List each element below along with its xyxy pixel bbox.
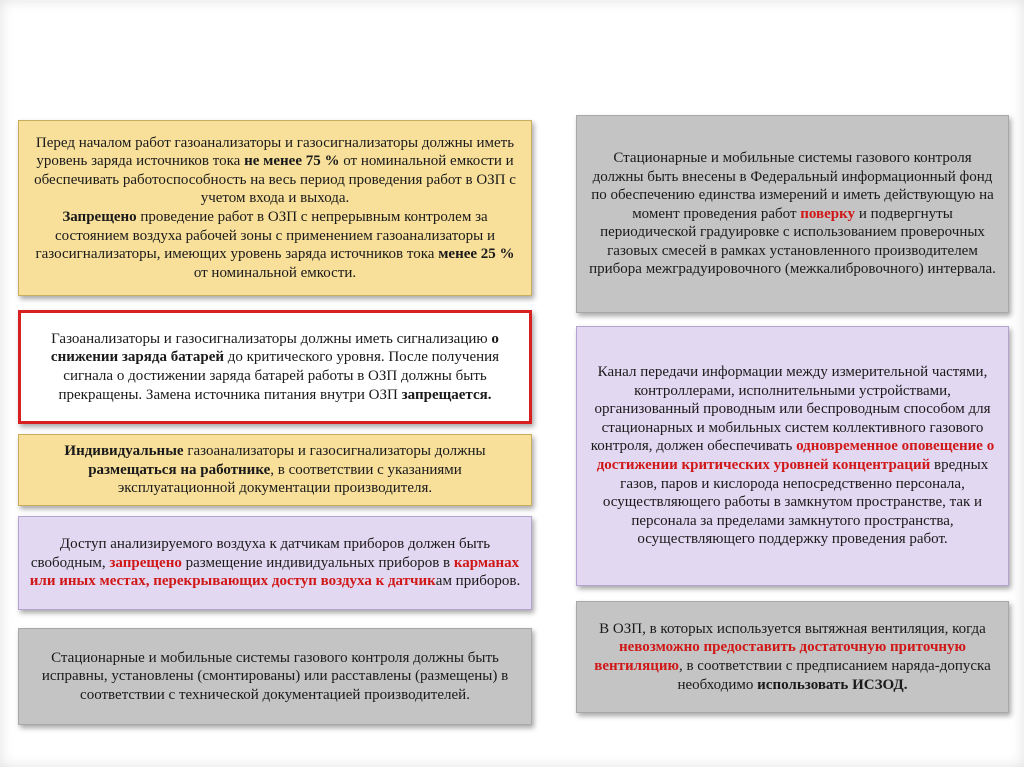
worn-on-worker: размещаться на работнике xyxy=(88,461,271,478)
low-battery-alarm-box xyxy=(18,310,532,424)
prohibited-red: запрещено xyxy=(109,554,182,571)
individual-placement-text xyxy=(29,442,521,498)
prohibited-word: запрещается. xyxy=(401,386,492,403)
text-fragment: В ОЗП, в которых используется вытяжная вентиляция, когда xyxy=(599,620,986,637)
individual-word: Индивидуальные xyxy=(64,443,184,460)
federal-fund-text xyxy=(587,149,998,279)
ventilation-warning: невозможно предоставить достаточную приточную вентиляцию xyxy=(594,639,967,674)
text-fragment: ам приборов. xyxy=(435,573,521,590)
text-fragment: проведение работ в ОЗП с непрерывным контролем за состоянием воздуха рабочей зоны с применением газоанализаторы и газосигнализаторы, имеющих уровень заряда источников тока xyxy=(35,209,495,263)
min-75-percent: не менее 75 % xyxy=(244,153,340,170)
text-fragment: и подвергнуты периодической градуировке с использованием проверочных газовых смесей в рамках установленного производителем прибора межградуировочного (межкалибровочного) интервала. xyxy=(589,205,996,278)
low-battery-alarm-text xyxy=(31,330,519,404)
pockets-warning: карманах или иных местах, перекрывающих доступ воздуха к датчик xyxy=(29,554,520,590)
data-channel-box xyxy=(576,326,1009,586)
text-fragment: , в соответствии с указаниями эксплуатационной документации производителя. xyxy=(117,461,462,497)
text-fragment: от номинальной емкости и обеспечивать работоспособность на весь период проведения работ в ОЗП с учетом входа и выхода. xyxy=(34,153,516,207)
battery-charge-text xyxy=(29,134,521,283)
text-fragment: Доступ анализируемого воздуха к датчикам приборов должен быть свободным, xyxy=(30,536,491,571)
air-access-box xyxy=(18,516,532,610)
text-fragment: Перед началом работ газоанализаторы и газосигнализаторы должны иметь уровень заряда источников тока xyxy=(35,134,515,170)
individual-placement-box xyxy=(18,434,532,506)
text-fragment: Канал передачи информации между измерительной частями, контроллерами, исполнительными устройствами, организованный проводным или беспроводным способом для стационарных и мобильных систем коллективного газового контроля, должен обеспечивать xyxy=(590,364,991,455)
battery-charge-requirement-box xyxy=(18,120,532,296)
text-fragment: газоанализаторы и газосигнализаторы должны xyxy=(183,443,486,460)
text-fragment: вредных газов, паров и кислорода непосредственно персонала, осуществляющего работы в замкнутом пространстве, так и персонала за пределами замкнутого пространства, осуществляющего поддержку проведения работ. xyxy=(602,457,989,548)
stationary-installed-text: Стационарные и мобильные системы газового контроля должны быть исправны, установлены (смонтированы) или расставлены (размещены) в соответствии с технической документацией производителей. xyxy=(41,649,509,703)
use-iszod: использовать ИСЗОД. xyxy=(757,676,908,693)
text-fragment: от номинальной емкости. xyxy=(193,264,357,281)
less-25-percent: менее 25 % xyxy=(438,246,515,263)
ventilation-text xyxy=(587,620,998,694)
text-fragment: Стационарные и мобильные системы газового контроля должны быть внесены в Федеральный информационный фонд по обеспечению единства измерений и иметь действующую на момент проведения работ xyxy=(591,149,994,222)
data-channel-text xyxy=(587,363,998,549)
stationary-installed-box xyxy=(18,628,532,725)
prohibited-label: Запрещено xyxy=(62,209,137,225)
low-charge-signal: о снижении заряда батарей xyxy=(50,330,499,366)
text-fragment: размещение индивидуальных приборов в xyxy=(181,554,454,571)
text-fragment: Газоанализаторы и газосигнализаторы должны иметь сигнализацию xyxy=(51,330,492,347)
ventilation-box xyxy=(576,601,1009,713)
air-access-text xyxy=(29,535,521,591)
text-fragment: до критического уровня. После получения сигнала о достижении заряда батарей работы в ОЗП должны быть прекращены. Замена источника питания внутри ОЗП xyxy=(58,349,500,403)
verification-word: поверку xyxy=(800,205,856,222)
federal-fund-box xyxy=(576,115,1009,313)
simultaneous-alert: одновременное оповещение о достижении критических уровней концентраций xyxy=(596,438,995,473)
text-fragment: , в соответствии с предписанием наряда-допуска необходимо xyxy=(677,658,991,693)
